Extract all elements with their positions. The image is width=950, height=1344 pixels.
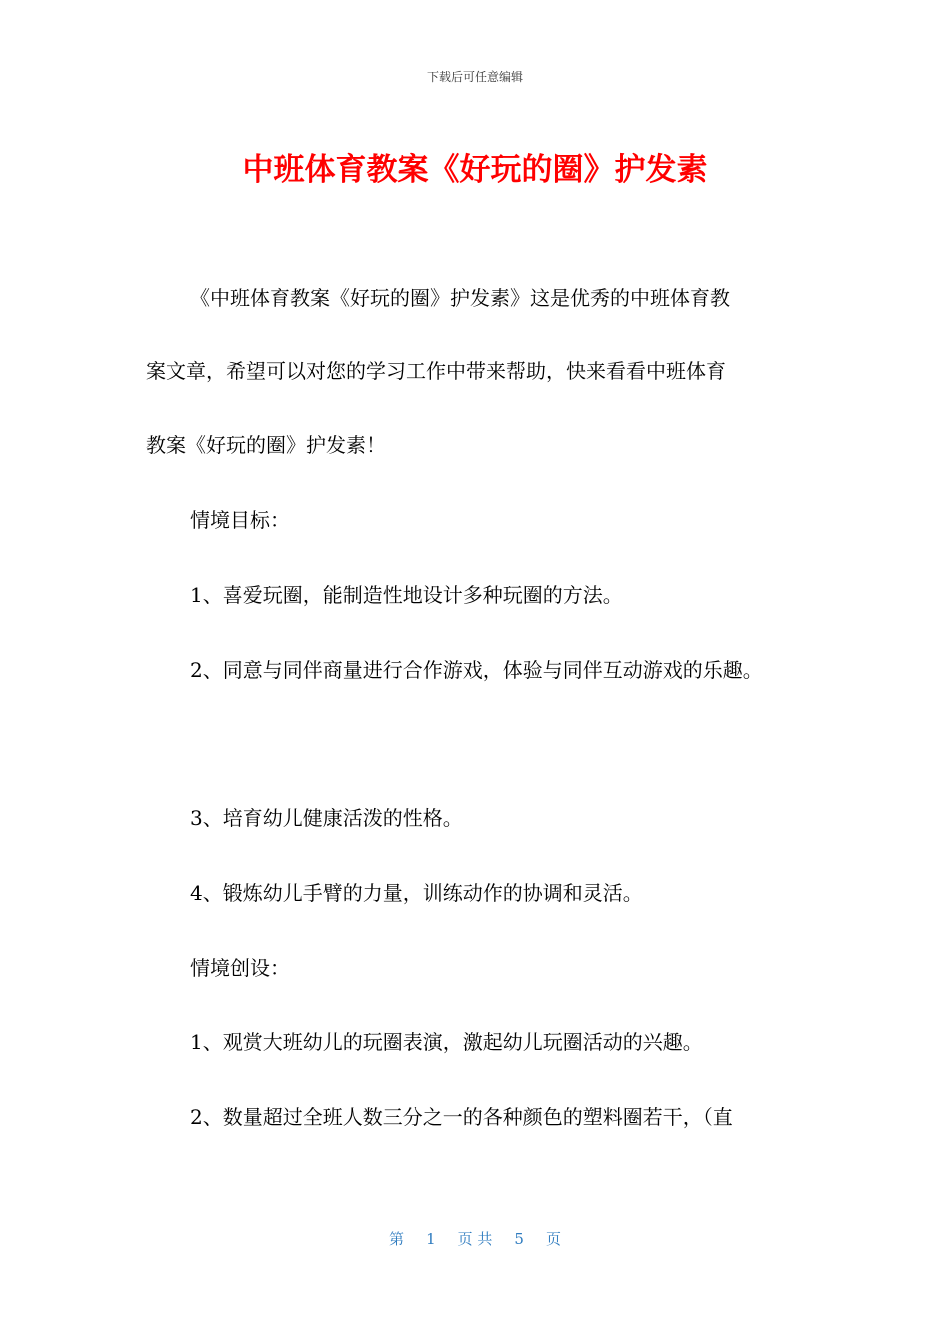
page-footer xyxy=(0,1228,950,1249)
document-title: 中班体育教案《好玩的圈》护发素 xyxy=(242,152,708,188)
footer-total-pages: 5 xyxy=(514,1230,524,1248)
paragraph-line: 案文章，希望可以对您的学习工作中带来帮助，快来看看中班体育 xyxy=(146,359,726,383)
paragraph-line: 《中班体育教案《好玩的圈》护发素》这是优秀的中班体育教 xyxy=(190,286,730,310)
footer-middle: 页 共 xyxy=(457,1230,493,1248)
list-item: 2、同意与同伴商量进行合作游戏，体验与同伴互动游戏的乐趣。 xyxy=(190,658,763,682)
paragraph-line: 教案《好玩的圈》护发素！ xyxy=(146,433,386,457)
footer-prefix: 第 xyxy=(389,1230,405,1248)
footer-page-number: 1 xyxy=(426,1230,436,1248)
header-note: 下载后可任意编辑 xyxy=(426,70,523,84)
list-item: 3、培育幼儿健康活泼的性格。 xyxy=(190,806,463,830)
list-item: 4、锻炼幼儿手臂的力量，训练动作的协调和灵活。 xyxy=(190,881,643,905)
section-heading: 情境创设： xyxy=(190,956,290,980)
list-item: 1、观赏大班幼儿的玩圈表演，激起幼儿玩圈活动的兴趣。 xyxy=(190,1030,703,1054)
footer-suffix: 页 xyxy=(545,1230,561,1248)
list-item: 2、数量超过全班人数三分之一的各种颜色的塑料圈若干，（直 xyxy=(190,1105,733,1129)
list-item: 1、喜爱玩圈，能制造性地设计多种玩圈的方法。 xyxy=(190,583,623,607)
section-heading: 情境目标： xyxy=(190,508,290,532)
